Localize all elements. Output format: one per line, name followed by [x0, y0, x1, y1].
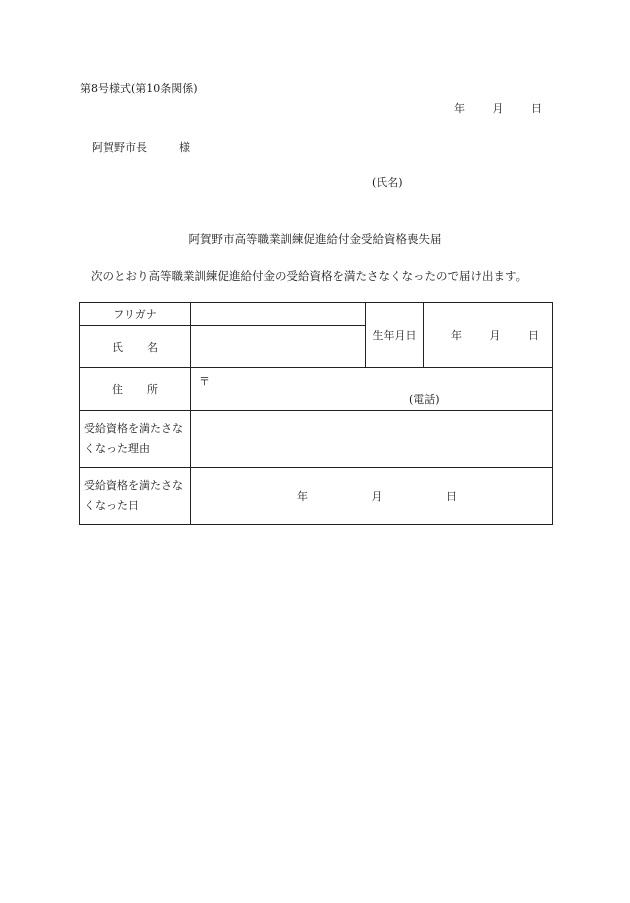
- reason-field[interactable]: [191, 411, 553, 468]
- dob-label: 生年月日: [366, 303, 424, 368]
- address-field[interactable]: [191, 368, 553, 411]
- name-label: [80, 326, 191, 368]
- dob-month: 月: [489, 329, 501, 342]
- address-label: [80, 368, 191, 411]
- furigana-label: フリガナ: [80, 303, 191, 326]
- date-year: 年: [454, 102, 465, 115]
- postal-mark: 〒: [199, 374, 210, 388]
- address-label-b: 所: [147, 383, 158, 396]
- dob-year: 年: [451, 329, 462, 342]
- applicant-name-label: (氏名): [372, 176, 403, 189]
- name-label-a: 氏: [112, 340, 123, 354]
- dob-field[interactable]: [424, 303, 553, 368]
- date-month: 月: [492, 102, 504, 115]
- application-table: [79, 302, 553, 525]
- phone-label: (電話): [409, 392, 440, 406]
- addressee-name: 阿賀野市長: [92, 141, 147, 154]
- submission-date: [454, 100, 542, 116]
- document-title: 阿賀野市高等職業訓練促進給付金受給資格喪失届: [188, 232, 442, 246]
- addressee: [92, 139, 190, 155]
- furigana-field[interactable]: [191, 303, 366, 326]
- name-label-b: 名: [147, 340, 158, 354]
- loss-date-year: 年: [297, 490, 308, 503]
- loss-date-day: 日: [446, 490, 457, 503]
- address-label-a: 住: [112, 383, 123, 396]
- loss-date-field[interactable]: [191, 468, 553, 525]
- form-number-label: 第8号様式(第10条関係): [80, 82, 198, 95]
- name-field[interactable]: [191, 326, 366, 368]
- addressee-honorific: 様: [179, 141, 190, 154]
- loss-date-label: 受給資格を満たさなくなった日: [80, 468, 191, 525]
- reason-label: 受給資格を満たさなくなった理由: [80, 411, 191, 468]
- loss-date-month: 月: [371, 490, 383, 503]
- date-day: 日: [531, 102, 542, 115]
- dob-day: 日: [528, 329, 539, 342]
- intro-text: 次のとおり高等職業訓練促進給付金の受給資格を満たさなくなったので届け出ます。: [91, 269, 528, 283]
